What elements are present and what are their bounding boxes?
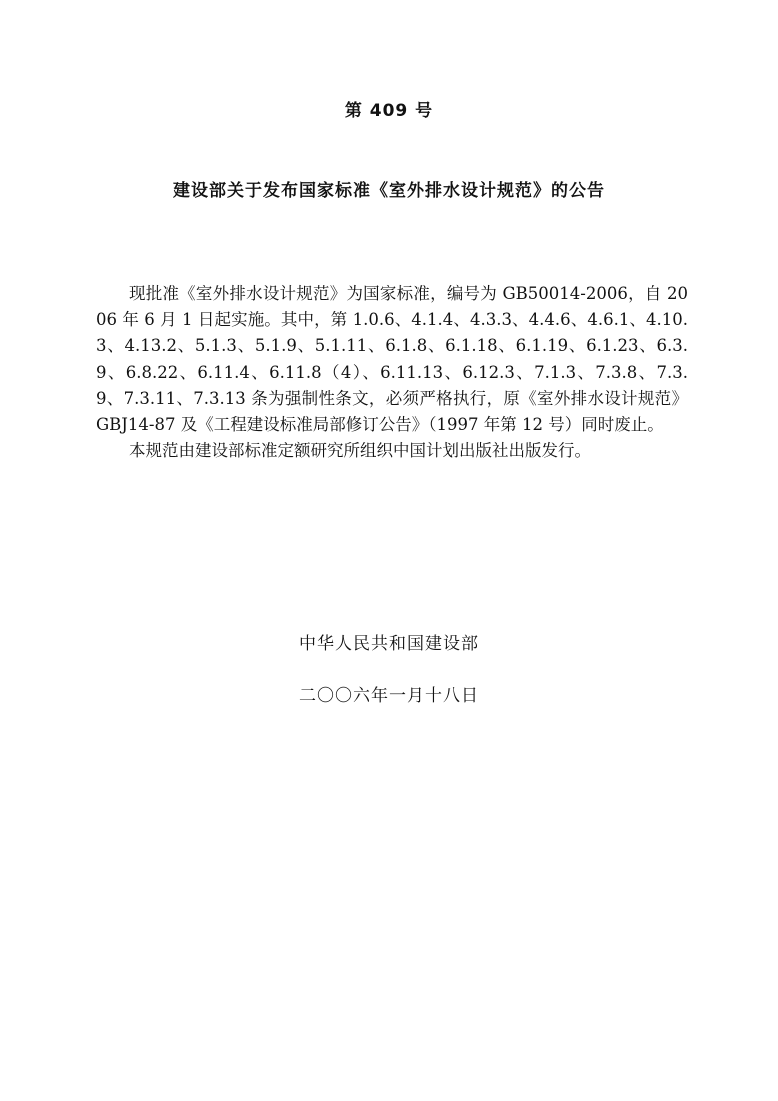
issue-date: 二〇〇六年一月十八日 — [299, 686, 479, 706]
body-paragraph: 本规范由建设部标准定额研究所组织中国计划出版社出版发行。 — [129, 441, 591, 461]
body-paragraph: 现批准《室外排水设计规范》为国家标准，编号为 GB50014-2006，自 2006 年 6 月 1 日起实施。其中，第 1.0.6、4.1.4、4.3.3、4.4.6、4.6.1、4.10.3、4.13.2、5.1.3、5.1.9、5.1.11、6.1.8、6.1.18、6.1.19、6.1.23、6.3.9、6.8.22、6.11.4、6.11.8（4）、6.11.13、6.12.3、7.1.3、7.3.8、7.3.9、7.3.11、7.3.13 条为强制性条文，必须严格执行，原《室外排水设计规范》GBJ14-87 及《工程建设标准局部修订公告》（1997 年第 12 号）同时废止。 — [96, 284, 688, 435]
announcement-body — [96, 281, 688, 464]
announcement-number: 第 409 号 — [344, 101, 434, 121]
issuer-name: 中华人民共和国建设部 — [299, 634, 479, 654]
announcement-title: 建设部关于发布国家标准《室外排水设计规范》的公告 — [173, 181, 605, 201]
